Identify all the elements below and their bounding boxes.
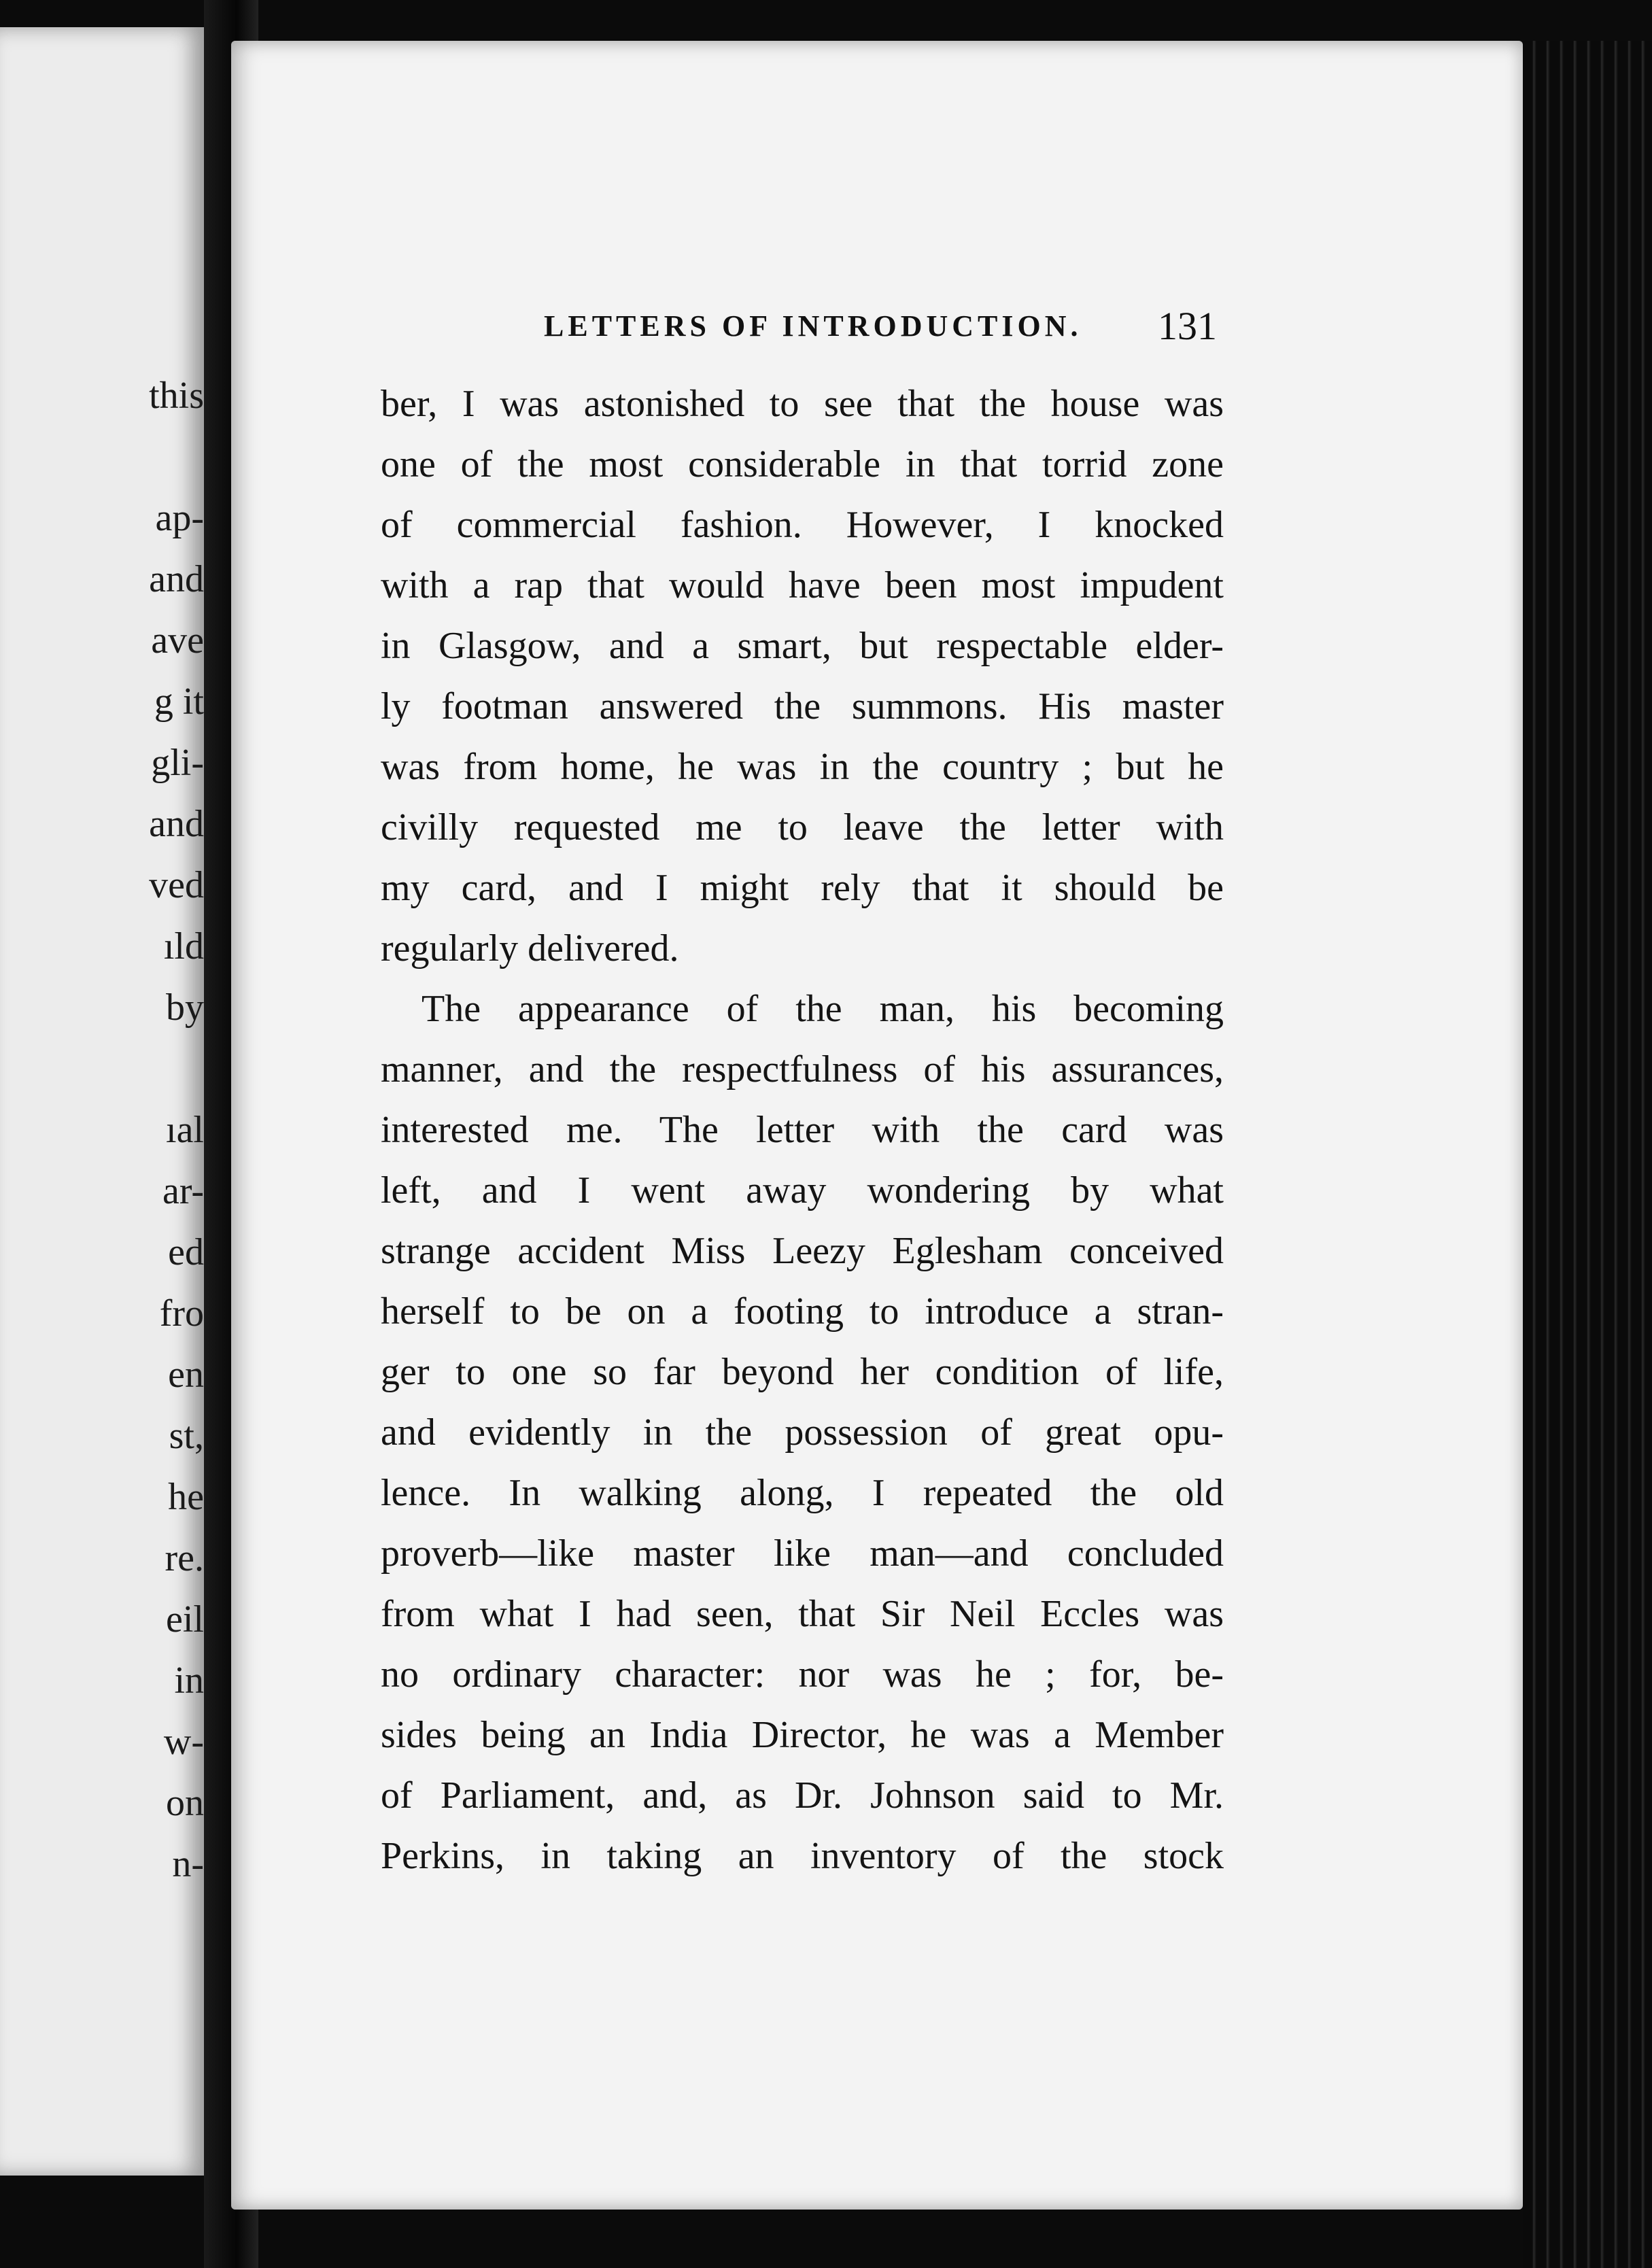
left-page-fragment: re. bbox=[165, 1537, 204, 1579]
text-line: manner, and the respectfulness of his assurances, bbox=[381, 1048, 1224, 1090]
text-line: one of the most considerable in that torrid zone bbox=[381, 443, 1224, 485]
left-page-fragment: g it bbox=[154, 681, 204, 723]
left-page-fragment: in bbox=[174, 1660, 204, 1702]
text-line: of Parliament, and, as Dr. Johnson said to Mr. bbox=[381, 1774, 1224, 1817]
left-page-fragment: ave bbox=[151, 619, 204, 662]
text-line: civilly requested me to leave the letter with bbox=[381, 806, 1224, 848]
text-line: proverb—like master like man—and concluded bbox=[381, 1532, 1224, 1575]
page-number: 131 bbox=[1158, 304, 1217, 348]
text-line: and evidently in the possession of great opu- bbox=[381, 1411, 1224, 1454]
left-page-fragment: w- bbox=[163, 1721, 204, 1763]
left-page-fragment: gli- bbox=[151, 742, 204, 784]
left-page-fragment: this bbox=[149, 375, 204, 417]
text-line: of commercial fashion. However, I knocked bbox=[381, 504, 1224, 546]
text-line: ly footman answered the summons. His master bbox=[381, 685, 1224, 727]
left-page-fragment: n- bbox=[172, 1843, 204, 1885]
left-page-fragment: and bbox=[149, 803, 204, 845]
text-line: left, and I went away wondering by what bbox=[381, 1169, 1224, 1212]
text-line: regularly delivered. bbox=[381, 927, 679, 969]
text-line: strange accident Miss Leezy Eglesham conceived bbox=[381, 1230, 1224, 1272]
left-page bbox=[0, 27, 204, 2176]
left-page-fragment: and bbox=[149, 558, 204, 600]
text-line: was from home, he was in the country ; but he bbox=[381, 746, 1224, 788]
text-line: from what I had seen, that Sir Neil Eccles was bbox=[381, 1593, 1224, 1635]
running-head-title: LETTERS OF INTRODUCTION. bbox=[544, 309, 1082, 343]
text-line: sides being an India Director, he was a Member bbox=[381, 1714, 1224, 1756]
text-line: with a rap that would have been most impudent bbox=[381, 564, 1224, 606]
text-line: herself to be on a footing to introduce a stran- bbox=[381, 1290, 1224, 1333]
left-page-fragment: fro bbox=[159, 1292, 204, 1335]
text-line: interested me. The letter with the card was bbox=[381, 1109, 1224, 1151]
left-page-fragment: ıld bbox=[163, 925, 204, 967]
left-page-fragment: by bbox=[166, 986, 204, 1029]
left-page-fragment: ed bbox=[168, 1231, 204, 1273]
text-line: The appearance of the man, his becoming bbox=[421, 988, 1224, 1030]
left-page-fragment: on bbox=[166, 1782, 204, 1824]
text-line: no ordinary character: nor was he ; for, be- bbox=[381, 1653, 1224, 1696]
left-page-fragment: ap- bbox=[155, 497, 204, 539]
left-page-fragment: ar- bbox=[162, 1170, 204, 1212]
left-page-fragment: ıal bbox=[166, 1109, 204, 1151]
text-line: ger to one so far beyond her condition of life, bbox=[381, 1351, 1224, 1393]
running-head bbox=[544, 303, 1217, 351]
text-line: my card, and I might rely that it should be bbox=[381, 867, 1224, 909]
left-page-fragment: eil bbox=[166, 1598, 204, 1640]
text-line: ber, I was astonished to see that the house was bbox=[381, 383, 1224, 425]
text-line: in Glasgow, and a smart, but respectable elder- bbox=[381, 625, 1224, 667]
text-line: lence. In walking along, I repeated the old bbox=[381, 1472, 1224, 1514]
body-text bbox=[381, 374, 1224, 1887]
left-page-fragment: ved bbox=[149, 864, 204, 906]
text-line: Perkins, in taking an inventory of the stock bbox=[381, 1835, 1224, 1877]
left-page-fragment: st, bbox=[169, 1415, 204, 1457]
left-page-fragment: en bbox=[168, 1354, 204, 1396]
left-page-fragment: he bbox=[168, 1476, 204, 1518]
page-edges bbox=[1523, 41, 1652, 2268]
